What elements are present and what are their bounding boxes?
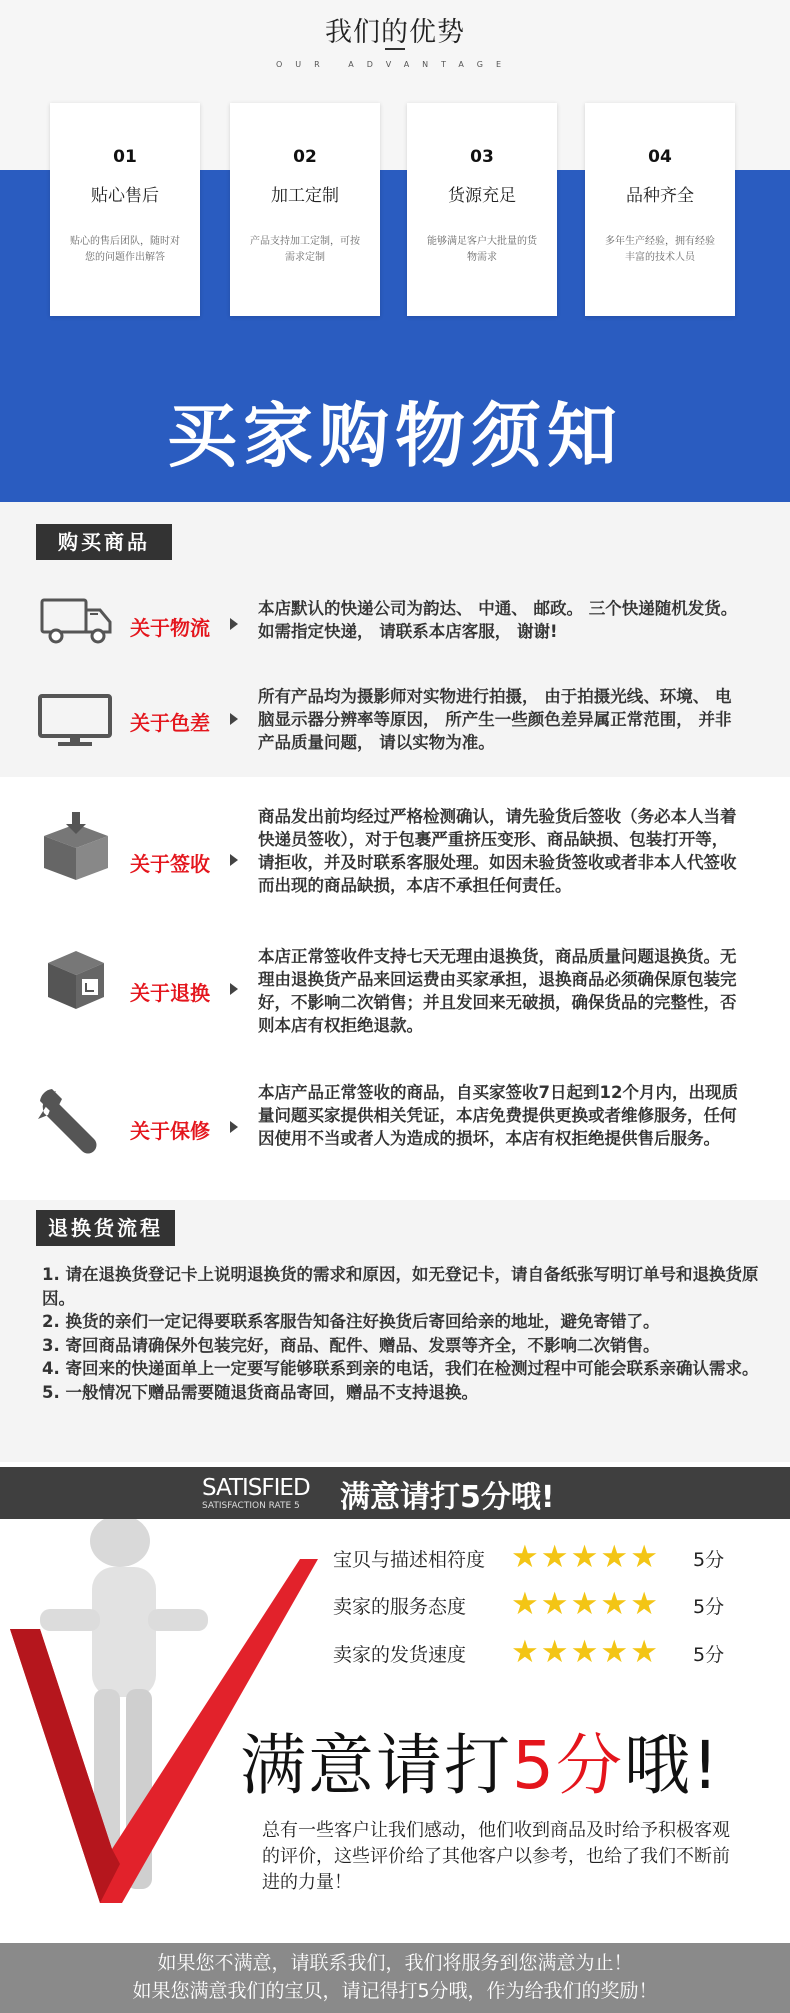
card-number: 04 (648, 147, 672, 167)
card-number: 01 (113, 147, 137, 167)
rating-row (333, 1586, 773, 1622)
advantage-card (230, 103, 380, 316)
notice-text: 本店产品正常签收的商品，自买家签收7日起到12个月内，出现质量问题买家提供相关凭证，本店免费提供更换或者维修服务，任何因使用不当或者人为造成的损坏，本店有权拒绝提供售后服务。 (258, 1083, 738, 1148)
return-step: 3. 寄回商品请确保外包装完好，商品、配件、赠品、发票等齐全，不影响二次销售。 (42, 1335, 660, 1355)
arrow-right-icon (230, 983, 238, 995)
star-icon: ★ (630, 1634, 658, 1670)
return-step: 4. 寄回来的快递面单上一定要写能够联系到亲的电话，我们在检测过程中可能会联系亲确认需求。 (42, 1359, 759, 1378)
rating-score: 5分 (693, 1596, 725, 1618)
rating-score: 5分 (693, 1644, 725, 1666)
rating-label: 宝贝与描述相符度 (333, 1549, 486, 1571)
rating-stars (511, 1539, 660, 1575)
rating-score: 5分 (693, 1549, 725, 1571)
card-name: 品种齐全 (626, 186, 694, 206)
purchase-tag: 购买商品 (36, 524, 172, 560)
card-desc: 能够满足客户大批量的货物需求 (427, 236, 537, 263)
returns-steps (42, 1263, 762, 1404)
star-icon: ★ (540, 1586, 569, 1622)
star-icon: ★ (511, 1634, 539, 1670)
advantage-card (50, 103, 200, 316)
rating-stars (511, 1586, 660, 1622)
rating-row (333, 1539, 773, 1575)
card-desc: 多年生产经验，拥有经验丰富的技术人员 (605, 236, 715, 263)
card-desc: 贴心的售后团队，随时对您的问题作出解答 (70, 236, 180, 263)
satisfaction-bar (0, 1467, 790, 1519)
notice-label: 关于签收 (130, 852, 210, 876)
advantage-card (407, 103, 557, 316)
notice-text: 所有产品均为摄影师对实物进行拍摄， 由于拍摄光线、环境、 电脑显示器分辨率等原因， 所产生一些颜色差异属正常范围， 并非产品质量问题， 请以实物为准。 (258, 687, 732, 752)
card-number: 03 (470, 147, 494, 167)
card-name: 贴心售后 (91, 186, 159, 206)
star-icon: ★ (600, 1539, 629, 1575)
return-step: 5. 一般情况下赠品需要随退货商品寄回，赠品不支持退换。 (42, 1382, 478, 1402)
big-slogan (240, 1712, 720, 1807)
notice-label: 关于保修 (130, 1119, 210, 1143)
slogan-score: 5分 (512, 1727, 624, 1804)
advantage-title: 我们的优势 (325, 17, 465, 48)
notice-text: 商品发出前均经过严格检测确认，请先验货后签收（务必本人当着快递员签收），对于包裹严重挤压变形、商品缺损、包装打开等，请拒收，并及时联系客服处理。如因未验货签收或者非本人代签收而出现的商品缺损，本店不承担任何责任。 (258, 807, 737, 895)
star-icon: ★ (511, 1539, 539, 1575)
notice-label: 关于物流 (130, 616, 210, 640)
arrow-right-icon (230, 1121, 238, 1133)
star-icon: ★ (630, 1539, 658, 1575)
box-download-icon (38, 812, 114, 882)
star-icon: ★ (511, 1586, 539, 1622)
star-icon: ★ (570, 1634, 599, 1670)
return-box-icon (38, 945, 114, 1015)
star-icon: ★ (600, 1634, 629, 1670)
thanks-text: 总有一些客户让我们感动，他们收到商品及时给予积极客观的评价，这些评价给了其他客户以参考，也给了我们不断前进的力量！ (262, 1820, 730, 1893)
card-name: 货源充足 (448, 186, 516, 206)
advantage-subtitle: OUR ADVANTAGE (275, 60, 514, 69)
arrow-right-icon (230, 618, 238, 630)
wrench-icon (38, 1087, 114, 1157)
footer-bar (0, 1943, 790, 2013)
slogan-part: 满意请打 (240, 1727, 512, 1804)
notice-text: 本店默认的快递公司为韵达、 中通、 邮政。 三个快递随机发货。 如需指定快递， 请联系本店客服， 谢谢! (258, 599, 738, 641)
advantage-card (585, 103, 735, 316)
returns-tag: 退换货流程 (36, 1210, 175, 1246)
notice-label: 关于色差 (130, 711, 210, 735)
return-step: 1. 请在退换货登记卡上说明退换货的需求和原因，如无登记卡，请自备纸张写明订单号和退换货原因。 (42, 1265, 759, 1308)
star-icon: ★ (540, 1539, 569, 1575)
satisfaction-rate-label: SATISFACTION RATE 5 (202, 1501, 300, 1511)
title-divider (385, 48, 405, 50)
footer-line: 如果您不满意，请联系我们，我们将服务到您满意为止！ (157, 1952, 633, 1974)
star-icon: ★ (630, 1586, 658, 1622)
satisfaction-banner-text: 满意请打5分哦! (340, 1480, 555, 1515)
advantage-cards (50, 103, 740, 316)
monitor-icon (38, 685, 114, 755)
truck-icon (38, 585, 114, 655)
star-icon: ★ (540, 1634, 569, 1670)
notice-label: 关于退换 (130, 981, 210, 1005)
rating-label: 卖家的发货速度 (333, 1644, 467, 1666)
notice-text: 本店正常签收件支持七天无理由退换货，商品质量问题退换货。无理由退换货产品来回运费由买家承担，退换商品必须确保原包装完好，不影响二次销售；并且发回来无破损，确保货品的完整性，否则本店有权拒绝退款。 (258, 947, 737, 1035)
rating-label: 卖家的服务态度 (333, 1596, 467, 1618)
card-number: 02 (293, 147, 317, 167)
card-desc: 产品支持加工定制，可按需求定制 (250, 236, 360, 263)
star-icon: ★ (570, 1586, 599, 1622)
satisfied-label: SATISFIED (202, 1475, 310, 1501)
return-step: 2. 换货的亲们一定记得要联系客服告知备注好换货后寄回给亲的地址，避免寄错了。 (42, 1312, 660, 1331)
card-name: 加工定制 (271, 186, 339, 206)
star-icon: ★ (600, 1586, 629, 1622)
rating-stars (511, 1634, 660, 1670)
star-icon: ★ (570, 1539, 599, 1575)
rating-row (333, 1634, 773, 1670)
shopping-notice-title: 买家购物须知 (167, 395, 623, 477)
footer-line: 如果您满意我们的宝贝，请记得打5分哦，作为给我们的奖励！ (132, 1980, 658, 2002)
arrow-right-icon (230, 713, 238, 725)
arrow-right-icon (230, 854, 238, 866)
slogan-part: 哦! (624, 1727, 721, 1804)
advantage-section (0, 0, 790, 502)
